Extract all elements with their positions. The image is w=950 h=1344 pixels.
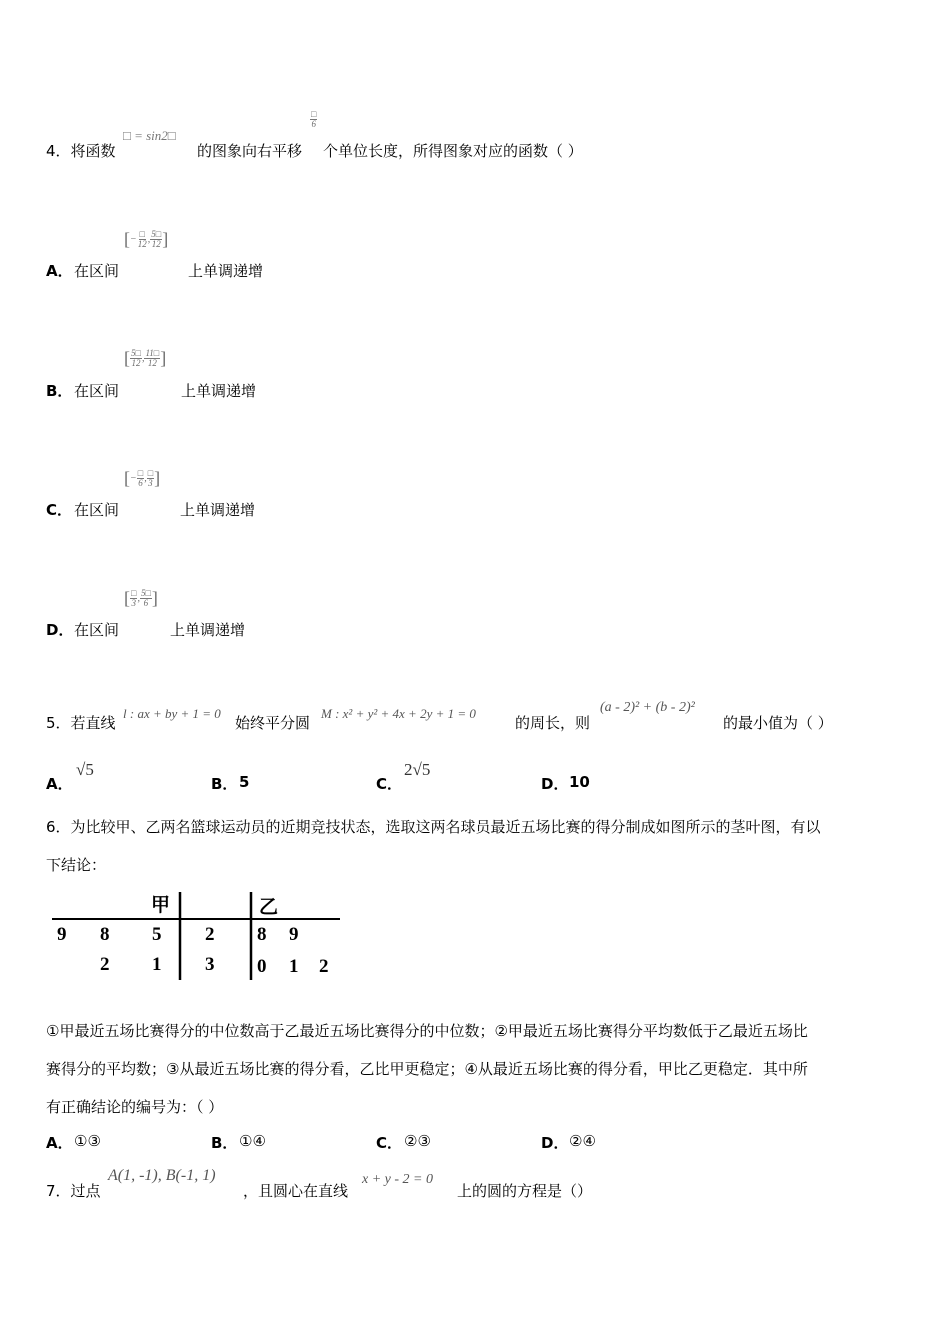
q6-conclusion-line3: 有正确结论的编号为：（ ）	[46, 1098, 224, 1116]
q7-stem-suffix: 上的圆的方程是（）	[457, 1182, 593, 1200]
q5-b-letter: B．	[211, 775, 238, 793]
q6-b-value: ①④	[239, 1132, 266, 1150]
q4-d-letter: D．	[46, 621, 74, 639]
q6-conclusions	[46, 1012, 906, 1126]
q6-stem-line2: 下结论：	[46, 856, 107, 874]
q4-d-text-after: 上单调递增	[170, 621, 246, 639]
q5-circle-equation: M : x² + y² + 4x + 2y + 1 = 0	[321, 706, 476, 721]
q6-c-value: ②③	[404, 1132, 431, 1150]
q7-stem-prefix: 7．过点	[46, 1182, 101, 1200]
q4-b-text-after: 上单调递增	[181, 382, 257, 400]
q4-a-text-before: 在区间	[74, 262, 120, 280]
q4-a-letter: A．	[46, 262, 73, 280]
q4-function: □ = sin2□	[123, 128, 176, 143]
q6-d-value: ②④	[569, 1132, 596, 1150]
q6-conclusion-line2: 赛得分的平均数；③从最近五场比赛的得分看，乙比甲更稳定；④从最近五场比赛的得分看，甲比乙更稳定．其中所	[46, 1060, 808, 1078]
q6-conclusion-line1: ①甲最近五场比赛得分的中位数高于乙最近五场比赛得分的中位数；②甲最近五场比赛得分平均数低于乙最近五场比	[46, 1022, 808, 1040]
q5-stem-prefix: 5．若直线	[46, 714, 116, 732]
q5-c-value: 2√5	[404, 760, 431, 779]
q5-b-value: 5	[239, 773, 250, 791]
q4-b-letter: B．	[46, 382, 73, 400]
q7-points: A(1, -1), B(-1, 1)	[108, 1167, 216, 1184]
leaf-yi-r1-0: 8	[257, 924, 267, 945]
q6-stem-line1: 6．为比较甲、乙两名篮球运动员的近期竞技状态，选取这两名球员最近五场比赛的得分制成如图所示的茎叶图，有以	[46, 818, 821, 836]
q5-d-value: 10	[569, 773, 590, 791]
q4-b-interval: [ $\frac{5□}{12}$ , $\frac{11□}{12}$ ]	[124, 348, 167, 368]
q4-c-letter: C．	[46, 501, 73, 519]
q5-a-value: √5	[76, 760, 94, 779]
leaf-jia-r2-1: 1	[152, 954, 162, 975]
leaf-jia-r2-0: 2	[100, 954, 110, 975]
header-jia: 甲	[151, 895, 171, 916]
q5-d-letter: D．	[541, 775, 569, 793]
q6-a-value: ①③	[74, 1132, 101, 1150]
q4-shift-fraction	[310, 110, 317, 129]
q4-c-text-after: 上单调递增	[180, 501, 256, 519]
q4-d-interval: [ $\frac{□}{3}$ , $\frac{5□}{6}$ ]	[124, 588, 158, 608]
q4-shift-num: □	[311, 109, 317, 119]
q5-c-letter: C．	[376, 775, 403, 793]
stem-leaf-lines	[52, 888, 342, 983]
header-yi: 乙	[259, 897, 279, 918]
stem-r2: 3	[205, 954, 215, 975]
leaf-yi-r2-0: 0	[257, 956, 267, 977]
q6-d-letter: D．	[541, 1134, 569, 1152]
leaf-yi-r1-1: 9	[289, 924, 299, 945]
q7-stem-mid: ，且圆心在直线	[243, 1182, 349, 1200]
q4-b-text-before: 在区间	[74, 382, 120, 400]
leaf-jia-r1-2: 5	[152, 924, 162, 945]
q4-a-interval: [− $\frac{□}{12}$ , $\frac{5□}{12}$ ]	[124, 229, 169, 249]
q5-stem-suffix: 的最小值为（ ）	[723, 714, 833, 732]
leaf-yi-r2-1: 1	[289, 956, 299, 977]
q5-stem-mid: 始终平分圆	[235, 714, 311, 732]
leaf-yi-r2-2: 2	[319, 956, 329, 977]
q4-d-text-before: 在区间	[74, 621, 120, 639]
q4-c-text-before: 在区间	[74, 501, 120, 519]
q4-stem-suffix: 个单位长度，所得图象对应的函数（ ）	[323, 142, 583, 160]
q4-a-text-after: 上单调递增	[188, 262, 264, 280]
q6-a-letter: A．	[46, 1134, 73, 1152]
q7-line-equation: x + y - 2 = 0	[362, 1172, 433, 1187]
q4-stem-prefix: 4．将函数	[46, 142, 116, 160]
stem-r1: 2	[205, 924, 215, 945]
q6-c-letter: C．	[376, 1134, 403, 1152]
q6-b-letter: B．	[211, 1134, 238, 1152]
q4-stem-mid: 的图象向右平移	[197, 142, 303, 160]
q5-stem-mid2: 的周长，则	[515, 714, 591, 732]
leaf-jia-r1-0: 9	[57, 924, 67, 945]
q5-expression: (a - 2)² + (b - 2)²	[600, 700, 695, 715]
q4-c-interval: [− $\frac{□}{6}$ , $\frac{□}{3}$ ]	[124, 468, 161, 488]
stem-leaf-plot	[52, 888, 342, 983]
q5-a-letter: A．	[46, 775, 73, 793]
leaf-jia-r1-1: 8	[100, 924, 110, 945]
q4-shift-den: 6	[311, 119, 316, 129]
q6-stem	[46, 808, 906, 884]
q5-line-equation: l : ax + by + 1 = 0	[123, 706, 221, 721]
